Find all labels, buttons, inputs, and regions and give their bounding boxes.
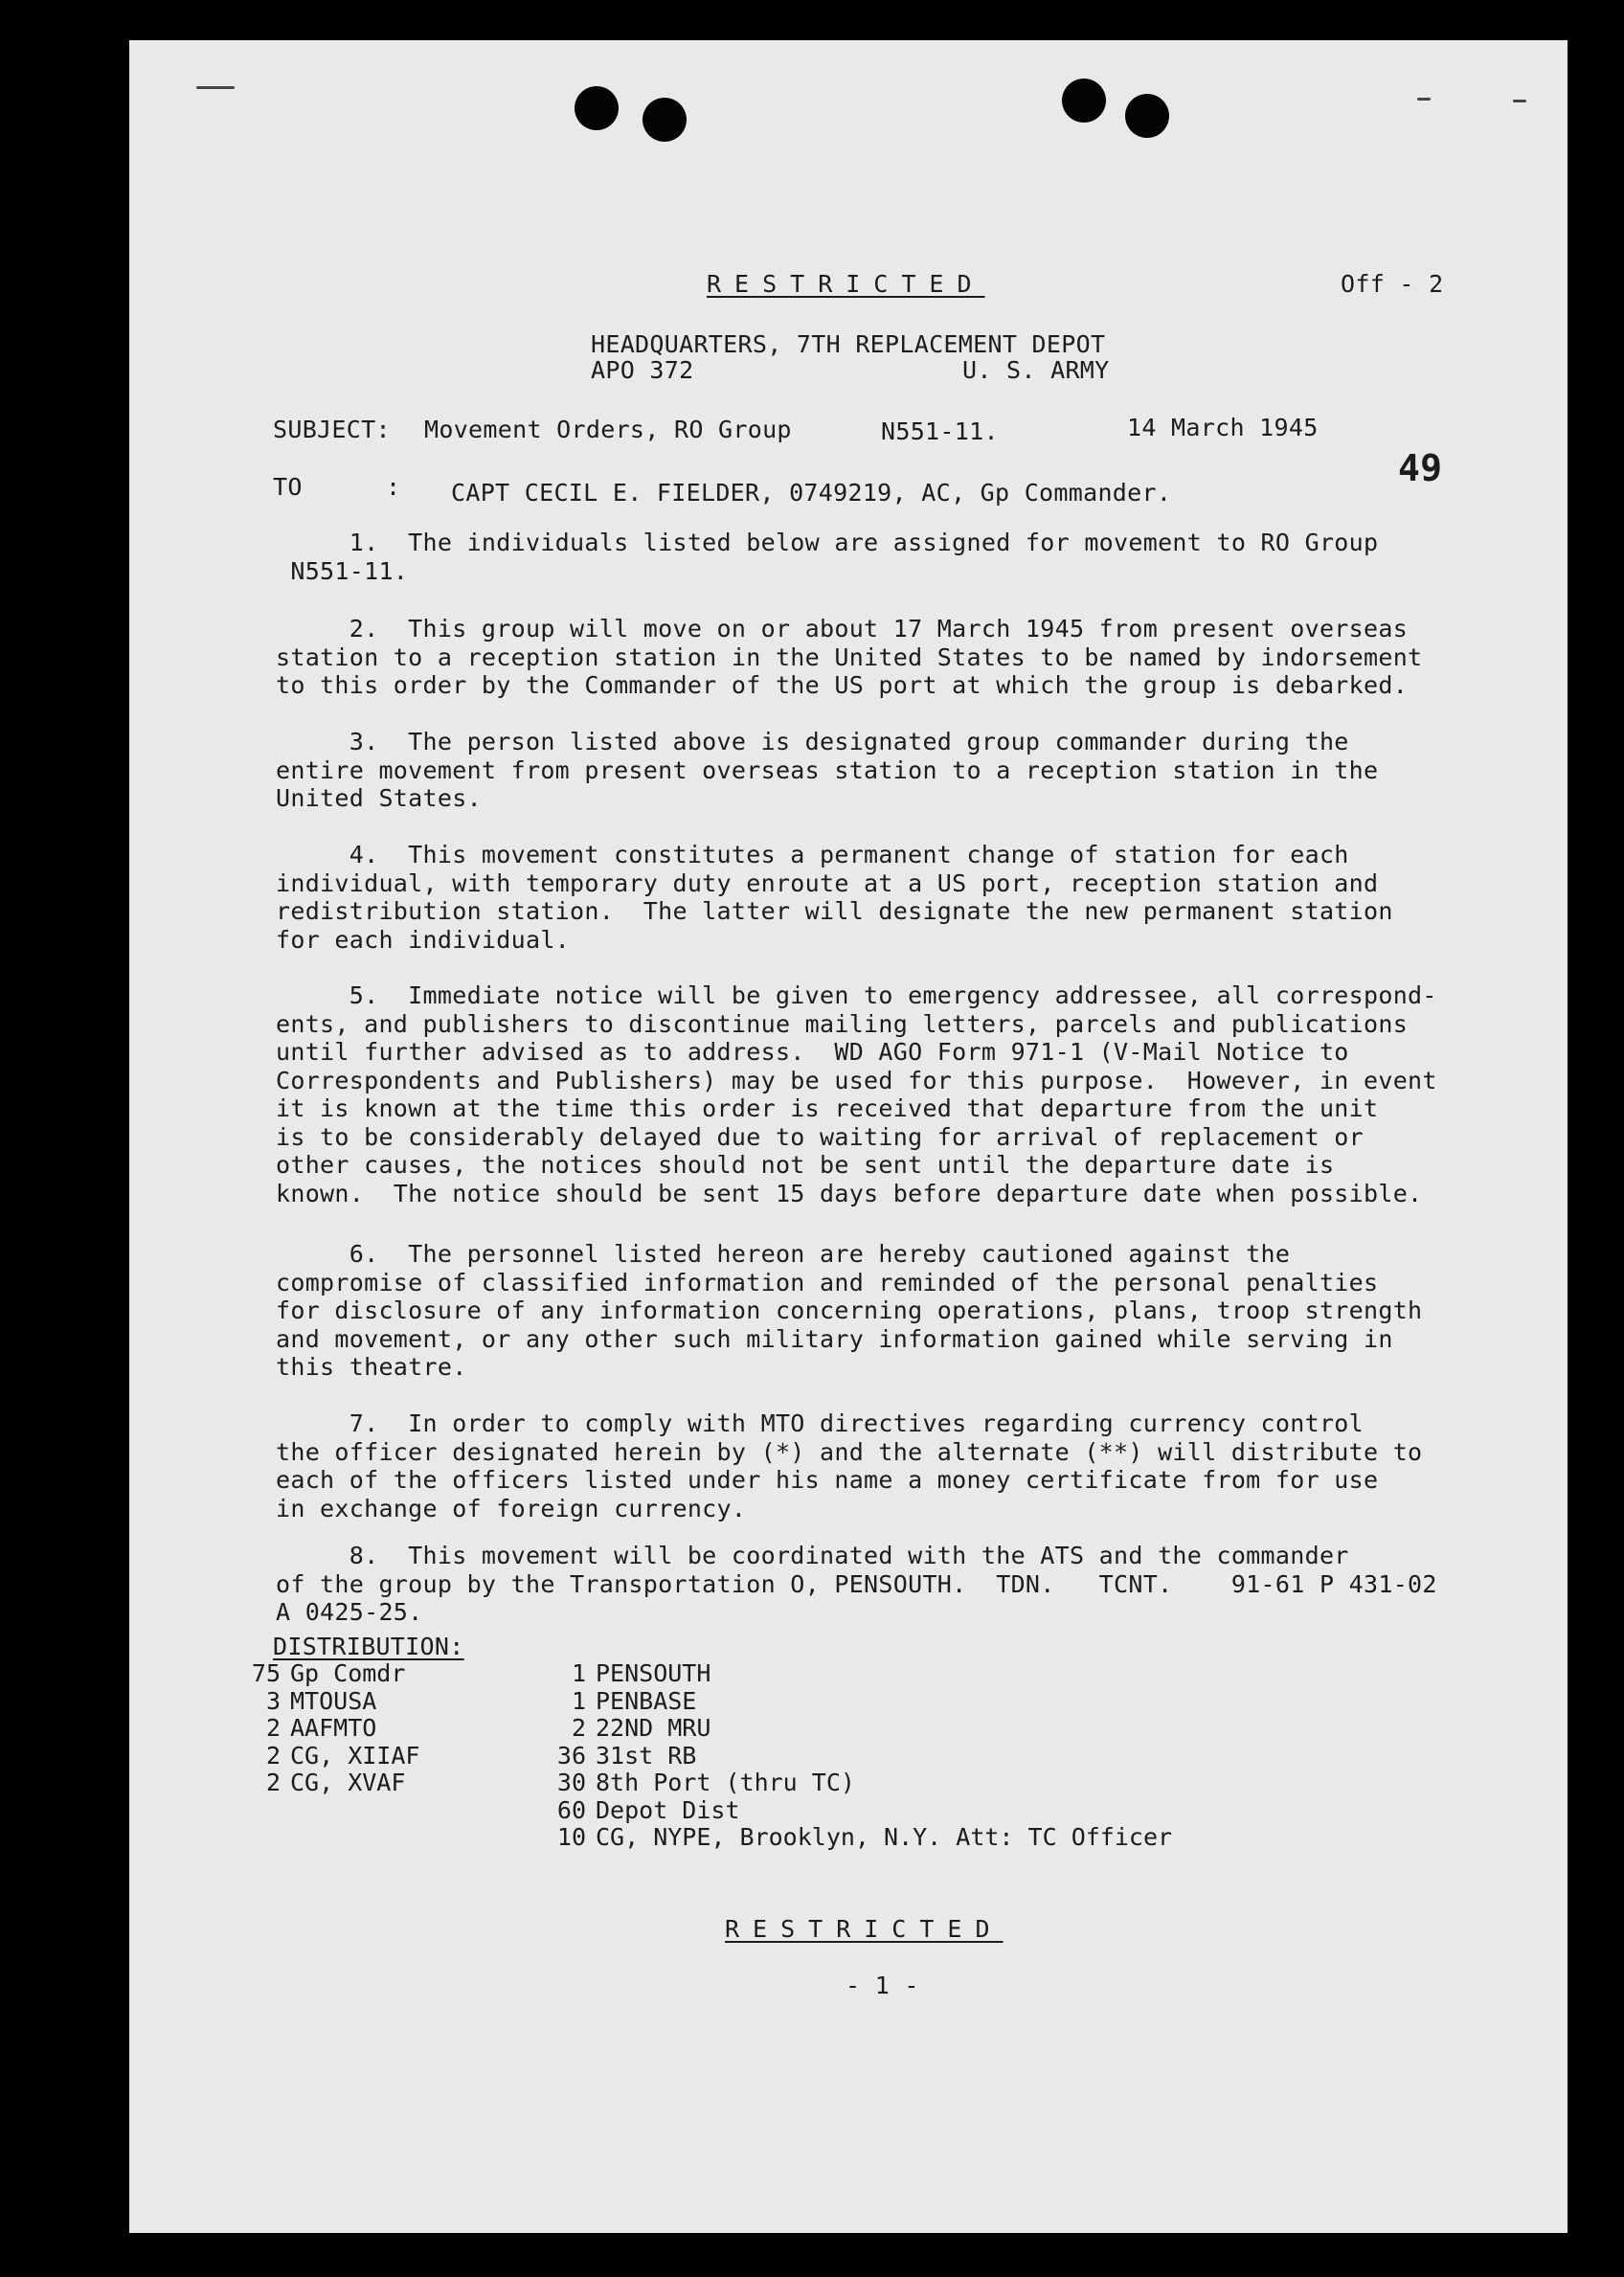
punch-hole [1125, 94, 1169, 138]
paragraph-5-line: known. The notice should be sent 15 days before departure date when possible. [276, 1179, 1423, 1207]
to-label: TO [273, 473, 303, 501]
distribution-qty: 2 [265, 1769, 281, 1796]
paragraph-4-line: redistribution station. The latter will designate the new permanent station [276, 897, 1393, 925]
paragraph-3-line: entire movement from present overseas station to a reception station in the [276, 755, 1379, 784]
classification-header: RESTRICTED [707, 270, 985, 298]
distribution-qty: 3 [265, 1686, 281, 1715]
scan-speck [1513, 100, 1526, 102]
distribution-recipient: 22ND MRU [596, 1714, 711, 1742]
document-page [129, 40, 1568, 2233]
apo-line: APO 372 [591, 356, 694, 384]
paragraph-3-line: United States. [276, 784, 482, 812]
distribution-recipient: CG, XVAF [290, 1769, 406, 1796]
distribution-recipient: Depot Dist [596, 1795, 740, 1824]
distribution-qty: 75 [251, 1659, 281, 1687]
distribution-recipient: AAFMTO [290, 1714, 377, 1742]
army-line: U. S. ARMY [962, 356, 1110, 384]
paragraph-7-line: 7. In order to comply with MTO directives regarding currency control [276, 1409, 1364, 1437]
paragraph-6-line: and movement, or any other such military information gained while serving in [276, 1324, 1393, 1353]
order-date: 14 March 1945 [1127, 414, 1319, 441]
paragraph-5-line: Correspondents and Publishers) may be used for this purpose. However, in event [276, 1066, 1437, 1094]
distribution-recipient: CG, NYPE, Brooklyn, N.Y. Att: TC Officer [596, 1823, 1173, 1851]
distribution-qty: 2 [265, 1714, 281, 1742]
paragraph-3-line: 3. The person listed above is designated group commander during the [276, 728, 1349, 755]
paragraph-2-line: 2. This group will move on or about 17 March 1945 from present overseas [276, 615, 1409, 643]
scan-speck [196, 86, 235, 89]
distribution-label: DISTRIBUTION: [273, 1633, 464, 1660]
paragraph-5-line: it is known at the time this order is received that departure from the unit [276, 1094, 1379, 1122]
distribution-recipient: MTOUSA [290, 1686, 377, 1715]
paragraph-4-line: for each individual. [276, 925, 571, 954]
classification-footer: RESTRICTED [725, 1915, 1004, 1943]
group-code: N551-11. [881, 417, 999, 445]
distribution-qty: 60 [556, 1795, 586, 1824]
distribution-qty: 10 [556, 1823, 586, 1851]
punch-hole [643, 98, 687, 142]
paragraph-5-line: is to be considerably delayed due to waiting for arrival of replacement or [276, 1122, 1364, 1151]
scan-speck [1417, 98, 1431, 101]
subject-text: Movement Orders, RO Group [424, 416, 792, 443]
paragraph-8-line: of the group by the Transportation O, PENSOUTH. TDN. TCNT. 91-61 P 431-02 [276, 1569, 1437, 1598]
issuer-line: HEADQUARTERS, 7TH REPLACEMENT DEPOT [591, 330, 1106, 358]
paragraph-7-line: in exchange of foreign currency. [276, 1494, 747, 1522]
paragraph-6-line: for disclosure of any information concerning operations, plans, troop strength [276, 1296, 1423, 1324]
page-marker: Off - 2 [1341, 270, 1444, 298]
paragraph-5-line: ents, and publishers to discontinue mailing letters, parcels and publications [276, 1009, 1409, 1038]
distribution-recipient: 8th Port (thru TC) [596, 1769, 855, 1796]
paragraph-6-line: 6. The personnel listed hereon are hereby cautioned against the [276, 1240, 1291, 1268]
distribution-qty: 1 [571, 1686, 586, 1715]
distribution-qty: 2 [571, 1714, 586, 1742]
distribution-recipient: 31st RB [596, 1741, 697, 1770]
paragraph-1-line: N551-11. [276, 556, 409, 585]
paragraph-2-line: to this order by the Commander of the US port at which the group is debarked. [276, 671, 1409, 699]
paragraph-5-line: other causes, the notices should not be sent until the departure date is [276, 1151, 1335, 1179]
to-colon: : [386, 473, 401, 501]
distribution-qty: 2 [265, 1741, 281, 1770]
paragraph-6-line: compromise of classified information and reminded of the personal penalties [276, 1268, 1379, 1296]
distribution-recipient: Gp Comdr [290, 1659, 406, 1687]
distribution-recipient: PENSOUTH [596, 1659, 711, 1687]
handwritten-number: 49 [1398, 447, 1443, 489]
to-addressee: CAPT CECIL E. FIELDER, 0749219, AC, Gp Commander. [451, 479, 1172, 507]
paragraph-4-line: individual, with temporary duty enroute at a US port, reception station and [276, 868, 1379, 897]
subject-label: SUBJECT: [273, 416, 391, 443]
paragraph-5-line: 5. Immediate notice will be given to emergency addressee, all correspond- [276, 981, 1437, 1009]
paragraph-7-line: each of the officers listed under his name a money certificate from for use [276, 1466, 1379, 1494]
paragraph-8-line: A 0425-25. [276, 1598, 423, 1626]
distribution-qty: 30 [556, 1769, 586, 1796]
distribution-qty: 36 [556, 1741, 586, 1770]
paragraph-2-line: station to a reception station in the United States to be named by indorsement [276, 643, 1423, 671]
paragraph-6-line: this theatre. [276, 1353, 467, 1381]
paragraph-5-line: until further advised as to address. WD AGO Form 971-1 (V-Mail Notice to [276, 1038, 1349, 1066]
page-number: - 1 - [846, 1972, 919, 1999]
paragraph-7-line: the officer designated herein by (*) and the alternate (**) will distribute to [276, 1437, 1423, 1466]
punch-hole [575, 86, 619, 130]
paragraph-4-line: 4. This movement constitutes a permanent change of station for each [276, 841, 1349, 868]
paragraph-1-line: 1. The individuals listed below are assigned for movement to RO Group [276, 529, 1379, 556]
paragraph-8-line: 8. This movement will be coordinated with the ATS and the commander [276, 1542, 1349, 1569]
punch-hole [1062, 79, 1106, 123]
distribution-qty: 1 [571, 1659, 586, 1687]
distribution-recipient: CG, XIIAF [290, 1741, 420, 1770]
distribution-recipient: PENBASE [596, 1686, 697, 1715]
